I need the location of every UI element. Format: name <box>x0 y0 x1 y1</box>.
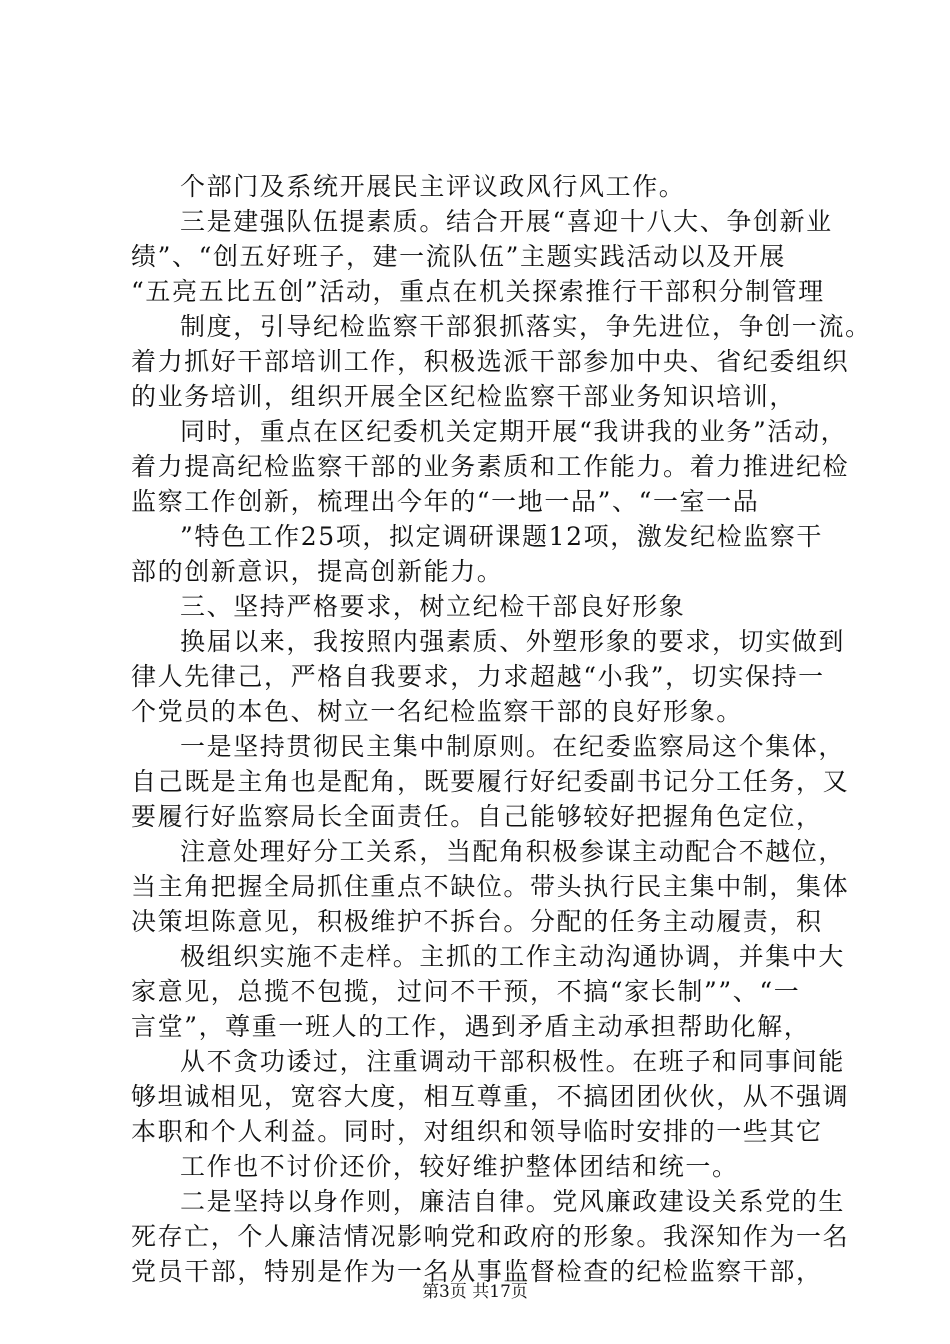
text-line: 极组织实施不走样。主抓的工作主动沟通协调，并集中大 <box>180 942 846 971</box>
text-line: “五亮五比五创”活动，重点在机关探索推行干部积分制管理 <box>131 277 825 306</box>
text-line: 绩”、“创五好班子，建一流队伍”主题实践活动以及开展 <box>131 242 786 271</box>
text-line: 着力抓好干部培训工作，积极选派干部参加中央、省纪委组织 <box>131 347 850 376</box>
text-line: 注意处理好分工关系，当配角积极参谋主动配合不越位， <box>180 837 846 866</box>
text-line: 自己既是主角也是配角，既要履行好纪委副书记分工任务，又 <box>131 767 850 796</box>
text-line: 的业务培训，组织开展全区纪检监察干部业务知识培训， <box>131 382 797 411</box>
section-heading: 三、坚持严格要求，树立纪检干部良好形象 <box>180 592 686 621</box>
text-line: 够坦诚相见，宽容大度，相互尊重，不搞团团伙伙，从不强调 <box>131 1082 850 1111</box>
text-line: 制度，引导纪检监察干部狠抓落实，争先进位，争创一流。 <box>180 312 872 341</box>
text-line: 二是坚持以身作则，廉洁自律。党风廉政建设关系党的生 <box>180 1187 846 1216</box>
text-line: 个部门及系统开展民主评议政风行风工作。 <box>180 172 686 201</box>
text-line: 工作也不讨价还价，较好维护整体团结和统一。 <box>180 1152 739 1181</box>
text-line: 部的创新意识，提高创新能力。 <box>131 557 504 586</box>
text-line: 一是坚持贯彻民主集中制原则。在纪委监察局这个集体， <box>180 732 846 761</box>
text-line: 当主角把握全局抓住重点不缺位。带头执行民主集中制，集体 <box>131 872 850 901</box>
text-line: 党员干部，特别是作为一名从事监督检查的纪检监察干部， <box>131 1257 823 1286</box>
text-line: 同时，重点在区纪委机关定期开展“我讲我的业务”活动， <box>180 417 848 446</box>
page-footer: 第3页 共17页 <box>422 1282 528 1302</box>
text-line: 换届以来，我按照内强素质、外塑形象的要求，切实做到 <box>180 627 846 656</box>
text-line: ”特色工作25项，拟定调研课题12项，激发纪检监察干 <box>180 522 824 551</box>
text-line: 言堂”，尊重一班人的工作，遇到矛盾主动承担帮助化解， <box>131 1012 811 1041</box>
text-line: 本职和个人利益。同时，对组织和领导临时安排的一些其它 <box>131 1117 823 1146</box>
text-line: 要履行好监察局长全面责任。自己能够较好把握角色定位， <box>131 802 823 831</box>
text-line: 个党员的本色、树立一名纪检监察干部的良好形象。 <box>131 697 743 726</box>
text-line: 从不贪功诿过，注重调动干部积极性。在班子和同事间能 <box>180 1047 846 1076</box>
text-line: 死存亡，个人廉洁情况影响党和政府的形象。我深知作为一名 <box>131 1222 850 1251</box>
text-line: 着力提高纪检监察干部的业务素质和工作能力。着力推进纪检 <box>131 452 850 481</box>
text-line: 三是建强队伍提素质。结合开展“喜迎十八大、争创新业 <box>180 207 833 236</box>
text-line: 决策坦陈意见，积极维护不拆台。分配的任务主动履责，积 <box>131 907 823 936</box>
text-line: 律人先律己，严格自我要求，力求超越“小我”，切实保持一 <box>131 662 825 691</box>
text-line: 家意见，总揽不包揽，过问不干预，不搞“家长制””、“一 <box>131 977 801 1006</box>
text-line: 监察工作创新，梳理出今年的“一地一品”、“一室一品 <box>131 487 760 516</box>
